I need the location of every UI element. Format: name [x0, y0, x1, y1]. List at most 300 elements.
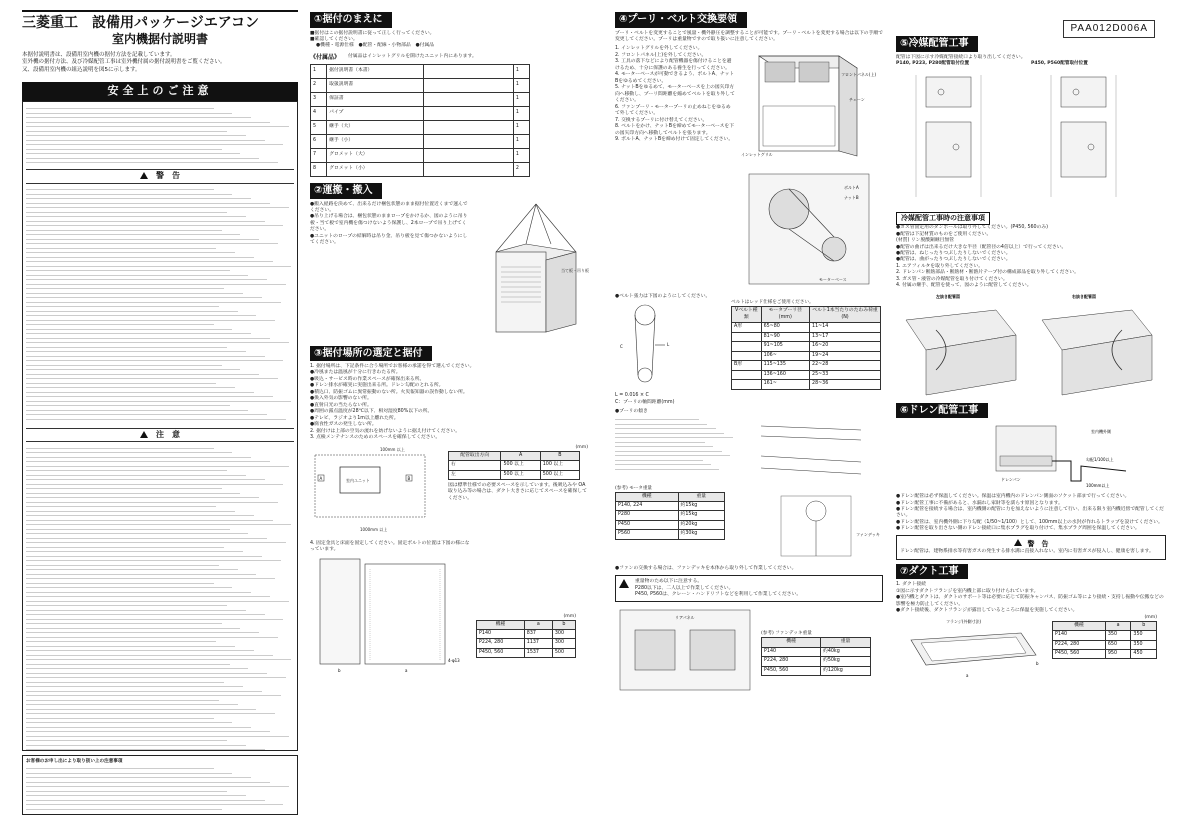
fine-print-line: [26, 415, 286, 420]
table-row: [732, 323, 881, 332]
text-line: ●ドレン排水が確実に実施出来る所。ドレン勾配のとれる所。: [310, 383, 444, 389]
table-cell: 約120kg: [821, 666, 871, 675]
table-row: [1053, 631, 1157, 640]
caution-heading: 注 意: [26, 428, 294, 443]
belt-legend: C：プーリの軸間距離(mm): [615, 399, 675, 405]
document-number: PAA012D006A: [1063, 20, 1155, 38]
text-line: 3. 工具の落下などにより配管機器を傷付けることを避けるため、十分に保護のある養生を行ってください。: [615, 59, 732, 71]
space-diagram: [310, 445, 440, 537]
fan-table-caption: (参考) ファンデッキ重量: [761, 631, 812, 637]
intro-line: 本据付説明書は、設備用室内機の据付方法を記載しています。: [22, 51, 176, 58]
accessory-row: [311, 149, 530, 163]
alignment-text: [615, 416, 735, 486]
section-heading: ③据付場所の選定と据付: [310, 346, 432, 362]
fan-deck-diagram: [615, 605, 755, 695]
section-text: ●吊り上げる場合は、梱包状態のままロープをかけるか、図のように吊り板・当て板で室内機を傷つけないよう保護し、2本ロープで吊り上げてください。: [310, 214, 468, 233]
table-cell: 65~80: [761, 323, 809, 332]
table-row: [616, 502, 725, 511]
unit-front-diagram: [739, 46, 879, 166]
table-cell: 8: [311, 163, 327, 177]
table-cell: 1137: [524, 639, 552, 648]
table-cell: 1: [513, 149, 529, 163]
accessory-image: [423, 135, 513, 149]
text-line: 4. 付属の継手、配管を使って、図のように配管してください。: [896, 283, 1032, 289]
table-cell: 1: [513, 79, 529, 93]
transport-section: [310, 202, 600, 342]
duct-notes: [896, 582, 1166, 614]
svg-text:A: A: [319, 475, 323, 481]
table-row: [762, 657, 871, 666]
text-line: 8. ベルトをかけ、ナットBを締めてモーターベースを下の図矢印方向へ移動してベルトを張ります。: [615, 124, 735, 136]
table-cell: 3: [311, 93, 327, 107]
table-row: [732, 342, 881, 351]
text-line: 6. ファンプーリ・モータープーリの止めねじをゆるめて外してください。: [615, 104, 731, 117]
table-cell: 450: [1131, 650, 1157, 659]
text-line: 2. ドレンパン断熱部品・断熱材・断熱片テープ付の構成部品を取り外してください。: [896, 270, 1079, 276]
table-cell: 1537: [524, 648, 552, 657]
motor-base-diagram: [739, 169, 879, 289]
table-cell: 81~90: [761, 332, 809, 341]
table-cell: 1: [513, 121, 529, 135]
text-line: ●ドレン配管は、室内機外側に下り勾配（1/50~1/100）として、100mm以上の水封が作れるトラップを設けてください。: [896, 519, 1163, 525]
table-header-cell: B: [540, 451, 579, 460]
table-row: [477, 639, 576, 648]
table-row: [477, 630, 576, 639]
label-slope: 勾配1/100以上: [1086, 457, 1114, 463]
safety-text-block: [26, 105, 294, 167]
table-cell: 350: [1105, 631, 1131, 640]
caution-text-block: [26, 444, 294, 750]
table-cell: 5: [311, 121, 327, 135]
footer-note-box: [22, 755, 298, 815]
svg-text:b: b: [1036, 660, 1039, 666]
section-heading: ⑦ダクト工事: [896, 564, 968, 580]
text-line: ●テレビ、ラジオより1m以上離れた所。: [310, 415, 399, 421]
table-cell: P560: [616, 530, 679, 539]
intro-line: 又、設備用室内機の組込説明を図5に示します。: [22, 66, 141, 73]
table-cell: 650: [1105, 640, 1131, 649]
table-header-cell: 機種: [616, 492, 679, 501]
belt-note: ●ベルト張力は下図のようにしてください。: [615, 293, 711, 299]
text-line: 1. エアフィルタを取り外してください。: [896, 263, 984, 269]
safety-box: [22, 101, 298, 751]
table-cell: P450: [616, 520, 679, 529]
hoisting-diagram: [476, 202, 596, 342]
section-text: ●搬入経路を決めて、出来るだけ梱包状態のまま据付位置近くまで運んでください。: [310, 201, 468, 213]
text-line: ●冷風または温風が十分に行きわたる所。: [310, 370, 401, 376]
text-line: ●吸込・サービス時の作業スペースが確保出来る所。: [310, 376, 425, 382]
svg-text:B: B: [407, 475, 411, 481]
pulley-steps-section: [615, 46, 883, 292]
accessory-image: [423, 149, 513, 163]
table-cell: 約15kg: [678, 502, 724, 511]
accessory-row: [311, 135, 530, 149]
accessory-row: [311, 65, 530, 79]
text-line: 3. 点検メンテナンスのためのスペースを確保してください。: [310, 435, 441, 441]
text-line: 4. モーターベースが可動できるよう、ボルトA、ナットBをゆるめてください。: [615, 72, 735, 84]
fan-deck-section: [615, 605, 883, 695]
table-cell: 22~28: [810, 361, 881, 370]
table-cell: P224, 280: [477, 639, 525, 648]
table-cell: P140: [1053, 631, 1106, 640]
table-cell: 据付説明書（本書）: [327, 65, 424, 79]
warning-icon: [140, 172, 148, 179]
table-cell: P280: [616, 511, 679, 520]
fine-print-line: [615, 465, 719, 470]
text-line: ●直射日光の当たらない所。: [310, 402, 372, 408]
intro-text: [22, 52, 298, 74]
fine-print-line: [26, 805, 222, 810]
drain-notes: [896, 494, 1166, 533]
label-bolt-a: ボルトA: [844, 185, 859, 191]
table-cell: 115~135: [761, 361, 809, 370]
accessory-image: [423, 107, 513, 121]
accessory-row: [311, 93, 530, 107]
table-cell: P224, 280: [1053, 640, 1106, 649]
steps-list: [615, 46, 735, 292]
table-cell: 500: [552, 648, 575, 657]
flange-label: フランジ(外側寸法): [946, 618, 982, 624]
table-cell: グロメット（大）: [327, 149, 424, 163]
fixing-diagram: [310, 554, 470, 674]
svg-text:b: b: [338, 667, 341, 673]
section-text: ■据付はこの据付説明書に従って正しく行ってください。: [310, 30, 435, 36]
table-cell: 350: [1131, 631, 1157, 640]
text-line: ●配管は下記材質のものをご使用ください。: [896, 231, 992, 237]
section-intro: 配管は下図に示す冷媒配管接続口より取り出してください。: [896, 54, 1026, 60]
table-cell: P140: [477, 630, 525, 639]
table-cell: 19~24: [810, 351, 881, 360]
piping-position-diagram-right: [1031, 67, 1156, 207]
accessory-image: [423, 65, 513, 79]
table-header-cell: 機種: [1053, 621, 1106, 630]
belt-table: [731, 306, 881, 389]
text-line: 1. 据付場所は、下記条件に合う場所でお客様の承諾を得て選んでください。: [310, 364, 475, 369]
text-line: ●室内機とダクトは、ダクトのサポート等は必要に応じて防振キャンバス、防振ゴム等により接続・支持し振動や伝搬などの影響を極力防止してください。: [896, 595, 1164, 607]
accessory-row: [311, 121, 530, 135]
section-text: 4. 固定金具と床面を固定してください。固定ボルトの位置は下図の様になっています。: [310, 540, 470, 553]
text-line: 3. ガス管・液管の冷媒配管を取り付けてください。: [896, 276, 1008, 282]
table-cell: 右: [449, 461, 501, 470]
drain-diagram: [896, 421, 1156, 491]
fine-print-line: [26, 159, 278, 164]
section-heading: ⑥ドレン配管工事: [896, 403, 988, 419]
column-4: [896, 34, 1166, 824]
text-line: 5. ナットBをゆるめて、モーターベースを上の図矢印方向へ移動し、プーリ間距離を縮めてベルトを取り外してください。: [615, 85, 735, 104]
drain-warning-heading: 警 告: [900, 539, 1162, 549]
table-header-cell: 重量: [678, 492, 724, 501]
table-cell: P140, 224: [616, 502, 679, 511]
table-header-cell: 配管取出方向: [449, 451, 501, 460]
table-row: [477, 648, 576, 657]
accessory-image: [423, 93, 513, 107]
accessories-table: [310, 64, 530, 177]
text-line: 9. ボルトA、ナットBを締め付けて固定してください。: [615, 137, 734, 142]
table-cell: 500 以上: [501, 461, 540, 470]
table-unit: (mm): [575, 444, 588, 450]
belt-table-title: ベルトはレッド仕様をご使用ください。: [731, 300, 814, 306]
diagram-label: 当て板・吊り板: [561, 267, 589, 273]
table-cell: [732, 370, 762, 379]
text-line: ●周囲の露点温度が28℃以下、相対湿度80%以下の所。: [310, 409, 433, 415]
text-line: ●ドレン配管を接続する場合は、室内機側の配管に力を加えないように注意して行い、出来る限り室内機近傍で配管してください。: [896, 507, 1164, 519]
section-heading: ④プーリ・ベルト交換要領: [615, 12, 747, 28]
accessories-note: 付属品はインレットグリルを開けたユニット内にあります。: [348, 53, 477, 59]
table-cell: 161~: [761, 380, 809, 389]
footer-note-text: [26, 765, 294, 810]
duct-flange-diagram: [896, 615, 1046, 685]
table-cell: 91~105: [761, 342, 809, 351]
duct-flange-table: [1052, 621, 1157, 660]
label-outside: 室内機外側: [1091, 429, 1111, 435]
svg-text:L: L: [667, 342, 670, 348]
space-table: [448, 451, 580, 480]
table-header-cell: ベルト1本当たりのたわみ荷重(N): [810, 307, 881, 323]
table-unit: (mm): [1144, 614, 1157, 620]
table-unit: (mm): [563, 613, 576, 619]
weight-caution-box: [615, 575, 883, 602]
right-piping-caption: 右抜き配管図: [1072, 293, 1096, 299]
table-cell: 1: [513, 65, 529, 79]
section-text: ■確認してください。: [310, 36, 358, 42]
table-header-cell: 重量: [821, 638, 871, 647]
space-bottom-label: 1000mm 以上: [360, 526, 388, 532]
accessory-image: [423, 163, 513, 177]
table-row: [449, 470, 580, 479]
piping-position-diagram-left: [896, 67, 1021, 207]
table-cell: 100 以上: [540, 461, 579, 470]
table-cell: 1: [311, 65, 327, 79]
dimension-table: [476, 620, 576, 659]
text-line: ●ドレン配管は必ず保温してください。保温は室内機内のドレンパン側面のソケット部まで行ってください。: [896, 494, 1130, 500]
table-cell: 950: [1105, 650, 1131, 659]
table-cell: A形: [732, 323, 762, 332]
label-front-panel: フロントパネル(上): [841, 72, 877, 78]
weight-caution-text: 重量物のため以下に注意する。 P280以下は、二人以上で作業してください。 P450, P560は、クレーン・ハンドリフトなどを利用して作業してください。: [635, 579, 802, 597]
column-2: [310, 10, 600, 825]
warning-text-block: [26, 186, 294, 426]
label-inlet-grill: インレットグリル: [741, 152, 773, 158]
table-cell: 保証書: [327, 93, 424, 107]
table-cell: 500 以上: [540, 470, 579, 479]
table-cell: P450, 560: [477, 648, 525, 657]
text-line: ●腐食性ガスの発生しない所。: [310, 422, 377, 428]
label-nut-b: ナットB: [844, 195, 859, 201]
table-row: [762, 647, 871, 656]
table-cell: 約15kg: [678, 511, 724, 520]
table-cell: 25~33: [810, 370, 881, 379]
table-cell: [732, 351, 762, 360]
piping-route-figures: [896, 290, 1166, 400]
table-cell: 7: [311, 149, 327, 163]
label-fan-deck: ファンデッキ: [856, 531, 880, 537]
table-cell: グロメット（小）: [327, 163, 424, 177]
table-row: [1053, 640, 1157, 649]
pulley-alignment-section: [615, 416, 883, 566]
table-row: [449, 461, 580, 470]
table-cell: 1: [513, 93, 529, 107]
text-line: ●換入外気の影響のない所。: [310, 396, 372, 402]
accessory-image: [423, 121, 513, 135]
table-cell: P224, 280: [762, 657, 821, 666]
section-text: ●ユニットのロープの結解時は吊り金、吊り板を見て傷つかないようにしてください。: [310, 233, 468, 246]
table-cell: 300: [552, 630, 575, 639]
text-line: ①図に示すダクトフランジを室内機上部に取り付けられています。: [896, 588, 1039, 594]
table-cell: [732, 332, 762, 341]
document-title: 三菱重工 設備用パッケージエアコン: [22, 10, 298, 32]
table-cell: 継手（小）: [327, 135, 424, 149]
table-cell: 136~160: [761, 370, 809, 379]
label-rear-panel: リアパネル: [675, 615, 695, 621]
figure-caption: P140, P223, P280配管取付位置: [896, 60, 970, 66]
space-top-label: 100mm 以上: [380, 446, 405, 452]
intro-line: 室外機の据付方法、及び冷媒配管工事は室外機付属の据付説明書をご覧ください。: [22, 59, 226, 66]
table-row: [616, 530, 725, 539]
text-line: ●配管は、曲がったりつぶしたりしないでください。: [896, 257, 1011, 263]
table-row: [732, 361, 881, 370]
pulley-alignment-diagram: [741, 416, 881, 566]
table-cell: 2: [513, 163, 529, 177]
accessory-image: [423, 79, 513, 93]
right-piping-diagram: [1032, 290, 1162, 400]
table-cell: 837: [524, 630, 552, 639]
table-cell: 11~14: [810, 323, 881, 332]
drain-warning-box: [896, 535, 1166, 560]
accessory-row: [311, 79, 530, 93]
warning-icon: [1014, 539, 1022, 546]
table-row: [732, 332, 881, 341]
text-line: ●配管は、ねじったりつぶしたりしないでください。: [896, 251, 1011, 256]
svg-text:a: a: [405, 667, 408, 673]
figure-caption: P450, P560配管取付位置: [1031, 60, 1088, 66]
fine-print-line: [26, 746, 265, 751]
section-text: ●機種・電源仕様 ●配管・配線・小物部品 ●付属品: [316, 43, 435, 49]
piping-figures: [896, 61, 1166, 210]
table-cell: 継手（大）: [327, 121, 424, 135]
space-note: 図は標準仕様での必要スペースを示しています。後吸込みや OA 取り込み等の場合は、ダクト大きさに応じてスペースを確保してください。: [448, 483, 587, 501]
caution-icon: [140, 431, 148, 438]
text-line: 7. 交換するプーリに付け替えてください。: [615, 117, 708, 123]
warning-heading: 警 告: [26, 169, 294, 184]
duct-section: [896, 615, 1166, 685]
caution-icon: [619, 579, 629, 588]
table-row: [732, 380, 881, 389]
section-heading: ②運搬・搬入: [310, 183, 382, 199]
text-line: ●ガス管固定用のダンボールは取り外してください。(P450, 560のみ): [896, 225, 1049, 231]
document-subtitle: 室内機据付説明書: [111, 32, 208, 47]
table-cell: 約50kg: [821, 657, 871, 666]
table-cell: パイプ: [327, 107, 424, 121]
text-line: 1. インレットグリルを外してください。: [615, 46, 703, 52]
text-line: ●ドレン配管を取り出さない側のドレン接続口に集水プラグを取り付けて、集水プラグ周囲を保温してください。: [896, 526, 1140, 532]
table-header-cell: Vベルト種類: [732, 307, 762, 323]
table-header-cell: a: [524, 620, 552, 629]
left-piping-caption: 左抜き配管図: [936, 293, 960, 299]
piping-notes: [896, 225, 1166, 290]
table-header-cell: b: [552, 620, 575, 629]
table-cell: [732, 342, 762, 351]
text-line: 2. 据付けは上部の空気の流れを妨げないように据え付けてください。: [310, 428, 461, 434]
table-cell: 300: [552, 639, 575, 648]
table-header-cell: a: [1105, 621, 1131, 630]
table-cell: 約30kg: [678, 530, 724, 539]
table-cell: 4: [311, 107, 327, 121]
dimension-section: [310, 554, 600, 674]
text-line: ●ダクト接続後、ダクトフランジが露出しているところに保温を実施してください。: [896, 608, 1078, 614]
table-cell: 13~17: [810, 332, 881, 341]
table-row: [1053, 650, 1157, 659]
hole-label: 4-φ13: [448, 657, 460, 663]
table-cell: P450, 560: [762, 666, 821, 675]
table-row: [732, 370, 881, 379]
space-section: [310, 445, 600, 537]
table-cell: 取扱説明書: [327, 79, 424, 93]
table-row: [616, 520, 725, 529]
table-header-cell: 機種: [477, 620, 525, 629]
table-cell: 左: [449, 470, 501, 479]
table-header-cell: b: [1131, 621, 1157, 630]
section-heading: ①据付のまえに: [310, 12, 392, 28]
table-cell: B形: [732, 361, 762, 370]
column-3: [615, 10, 883, 825]
pulley-figures: [739, 46, 879, 292]
left-piping-diagram: [896, 290, 1026, 400]
section-intro: プーリ・ベルトを変更することで風量・機外静圧を調整することが可能です。プーリ・ベルトを変更する場合は以下の手順で変更してください。プーリは重量物ですので取り扱いに注意してください。: [615, 30, 883, 42]
text-line: ●配管の曲げは出来るだけ大きな半径（配管径の4倍以上）で行ってください。: [896, 244, 1067, 250]
table-cell: P450, 560: [1053, 650, 1106, 659]
table-cell: 1: [513, 107, 529, 121]
belt-section: [615, 300, 883, 406]
accessory-row: [311, 163, 530, 177]
motor-weight-table: [615, 492, 725, 540]
space-unit-label: 室内ユニット: [346, 477, 370, 483]
table-cell: 16~20: [810, 342, 881, 351]
table-cell: 28~36: [810, 380, 881, 389]
table-row: [762, 666, 871, 675]
accessories-title: 《付属品》: [310, 53, 341, 61]
text-line: 2. フロントパネル(上)を外してください。: [615, 52, 707, 58]
accessory-row: [311, 107, 530, 121]
section-heading: ⑤冷媒配管工事: [896, 36, 978, 52]
svg-text:a: a: [966, 672, 969, 678]
site-selection-text: [310, 364, 600, 442]
table-cell: 350: [1131, 640, 1157, 649]
text-line: ●積込口、防振ゴムに異常振動のない所。火災報知器の誤作動しない所。: [310, 389, 468, 395]
label-motor-base: モーターベース: [819, 277, 847, 283]
belt-tension-diagram: [615, 300, 725, 390]
table-row: [732, 351, 881, 360]
table-cell: P140: [762, 647, 821, 656]
label-chain: チェーン: [849, 97, 865, 103]
text-line: 1. ダクト接続: [896, 582, 927, 588]
table-cell: 2: [311, 79, 327, 93]
drain-warning-text: ドレン配管は、建物系排水等有害ガスの発生する排水溝に直接入れない。室内に有害ガスが侵入し、健康を害します。: [900, 549, 1154, 555]
svg-text:C: C: [620, 344, 623, 350]
footer-note-title: お客様のお申し出により取り扱い上の注意事項: [26, 758, 123, 764]
table-cell: [732, 380, 762, 389]
table-cell: 106~: [761, 351, 809, 360]
table-header-cell: 機種: [762, 638, 821, 647]
table-cell: 約40kg: [821, 647, 871, 656]
motor-table-caption: (参考) モータ重量: [615, 485, 653, 491]
subsection-heading: 冷媒配管工事時の注意事項: [896, 212, 990, 225]
column-1: [22, 10, 298, 825]
table-header-cell: A: [501, 451, 540, 460]
table-cell: 1: [513, 135, 529, 149]
text-line: ●ドレン配管工事に不備があると、水漏れし家財等を濡らす原因となります。: [896, 500, 1063, 506]
text-line: (材質) リン脱酸銅継目無管: [896, 238, 955, 244]
table-cell: 500 以上: [501, 470, 540, 479]
